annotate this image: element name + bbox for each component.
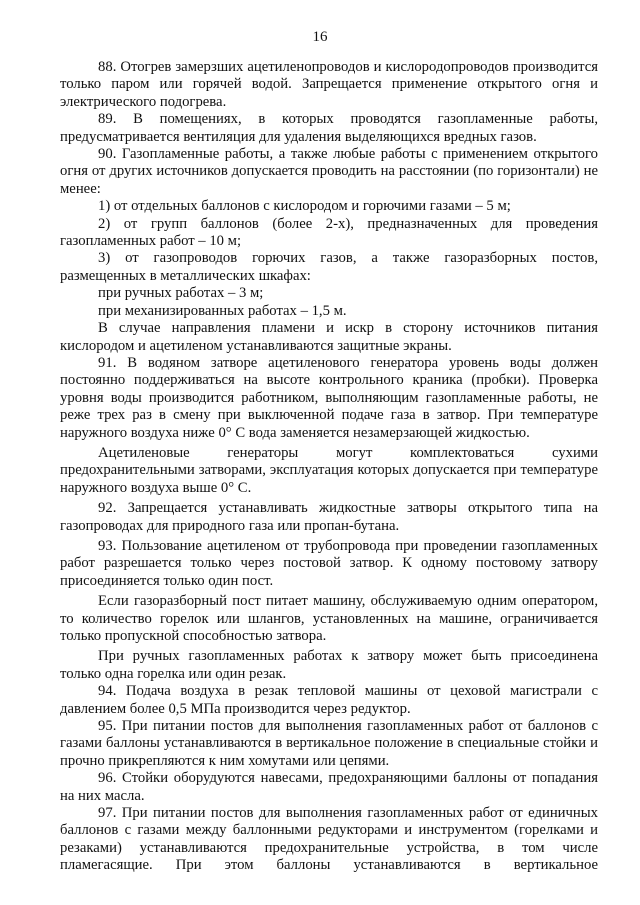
- paragraph-90-item-3: 3) от газопроводов горючих газов, а также газоразборных постов, размещенных в металлических шкафах:: [60, 250, 598, 284]
- document-body: [60, 59, 598, 875]
- paragraph-90: 90. Газопламенные работы, а также любые работы с применением открытого огня от других источников допускается проводить на расстоянии (по горизонтали) не менее:: [60, 146, 598, 197]
- paragraph-95: 95. При питании постов для выполнения газопламенных работ от баллонов с газами баллоны устанавливаются в вертикальное положение в специальные стойки и прочно прикрепляются к ним хомутами или цепями.: [60, 718, 598, 769]
- paragraph-90-screens: В случае направления пламени и искр в сторону источников питания кислородом и ацетиленом устанавливаются защитные экраны.: [60, 320, 598, 354]
- paragraph-91-dry-locks: Ацетиленовые генераторы могут комплектоваться сухими предохранительными затворами, эксплуатация которых допускается при температуре наружного воздуха выше 0° С.: [60, 444, 598, 496]
- paragraph-93: 93. Пользование ацетиленом от трубопровода при проведении газопламенных работ разрешается только через постовой затвор. К одному постовому затвору присоединяется только один пост.: [60, 537, 598, 589]
- paragraph-90-item-1: 1) от отдельных баллонов с кислородом и горючими газами – 5 м;: [98, 198, 511, 215]
- paragraph-93-manual: При ручных газопламенных работах к затвору может быть присоединена только одна горелка или один резак.: [60, 648, 598, 682]
- paragraph-89: 89. В помещениях, в которых проводятся газопламенные работы, предусматривается вентиляция для удаления выделяющихся вредных газов.: [60, 111, 598, 145]
- paragraph-92: 92. Запрещается устанавливать жидкостные затворы открытого типа на газопроводах для природного газа или пропан-бутана.: [60, 500, 598, 534]
- paragraph-93-machine: Если газоразборный пост питает машину, обслуживаемую одним оператором, то количество горелок или шлангов, установленных на машине, ограничивается только пропускной способностью затвора.: [60, 593, 598, 644]
- paragraph-94: 94. Подача воздуха в резак тепловой машины от цеховой магистрали с давлением более 0,5 МПа производится через редуктор.: [60, 683, 598, 717]
- paragraph-90-mechanized: при механизированных работах – 1,5 м.: [98, 302, 347, 319]
- paragraph-96: 96. Стойки оборудуются навесами, предохраняющими баллоны от попадания на них масла.: [60, 770, 598, 804]
- paragraph-91: 91. В водяном затворе ацетиленового генератора уровень воды должен постоянно поддерживаться на высоте контрольного краника (пробки). Проверка уровня воды производится работником, выполняющим газопламенные работы, не реже трех раз в смену при выключенной подаче газа в затвор. При температуре наружного воздуха ниже 0° С вода заменяется незамерзающей жидкостью.: [60, 354, 598, 441]
- page-number: 16: [312, 29, 328, 45]
- paragraph-88: 88. Отогрев замерзших ацетиленопроводов и кислородопроводов производится только паром или горячей водой. Запрещается применение открытого огня и электрического подогрева.: [60, 59, 598, 110]
- paragraph-97: 97. При питании постов для выполнения газопламенных работ от единичных баллонов с газами между баллонными редукторами и инструментом (горелками и резаками) устанавливаются предохранительные устройства, в том числе пламегасящие. При этом баллоны устанавливаются в вертикальное: [60, 805, 598, 874]
- paragraph-90-item-2: 2) от групп баллонов (более 2-х), предназначенных для проведения газопламенных работ – 10 м;: [60, 215, 598, 250]
- paragraph-90-manual: при ручных работах – 3 м;: [98, 285, 264, 302]
